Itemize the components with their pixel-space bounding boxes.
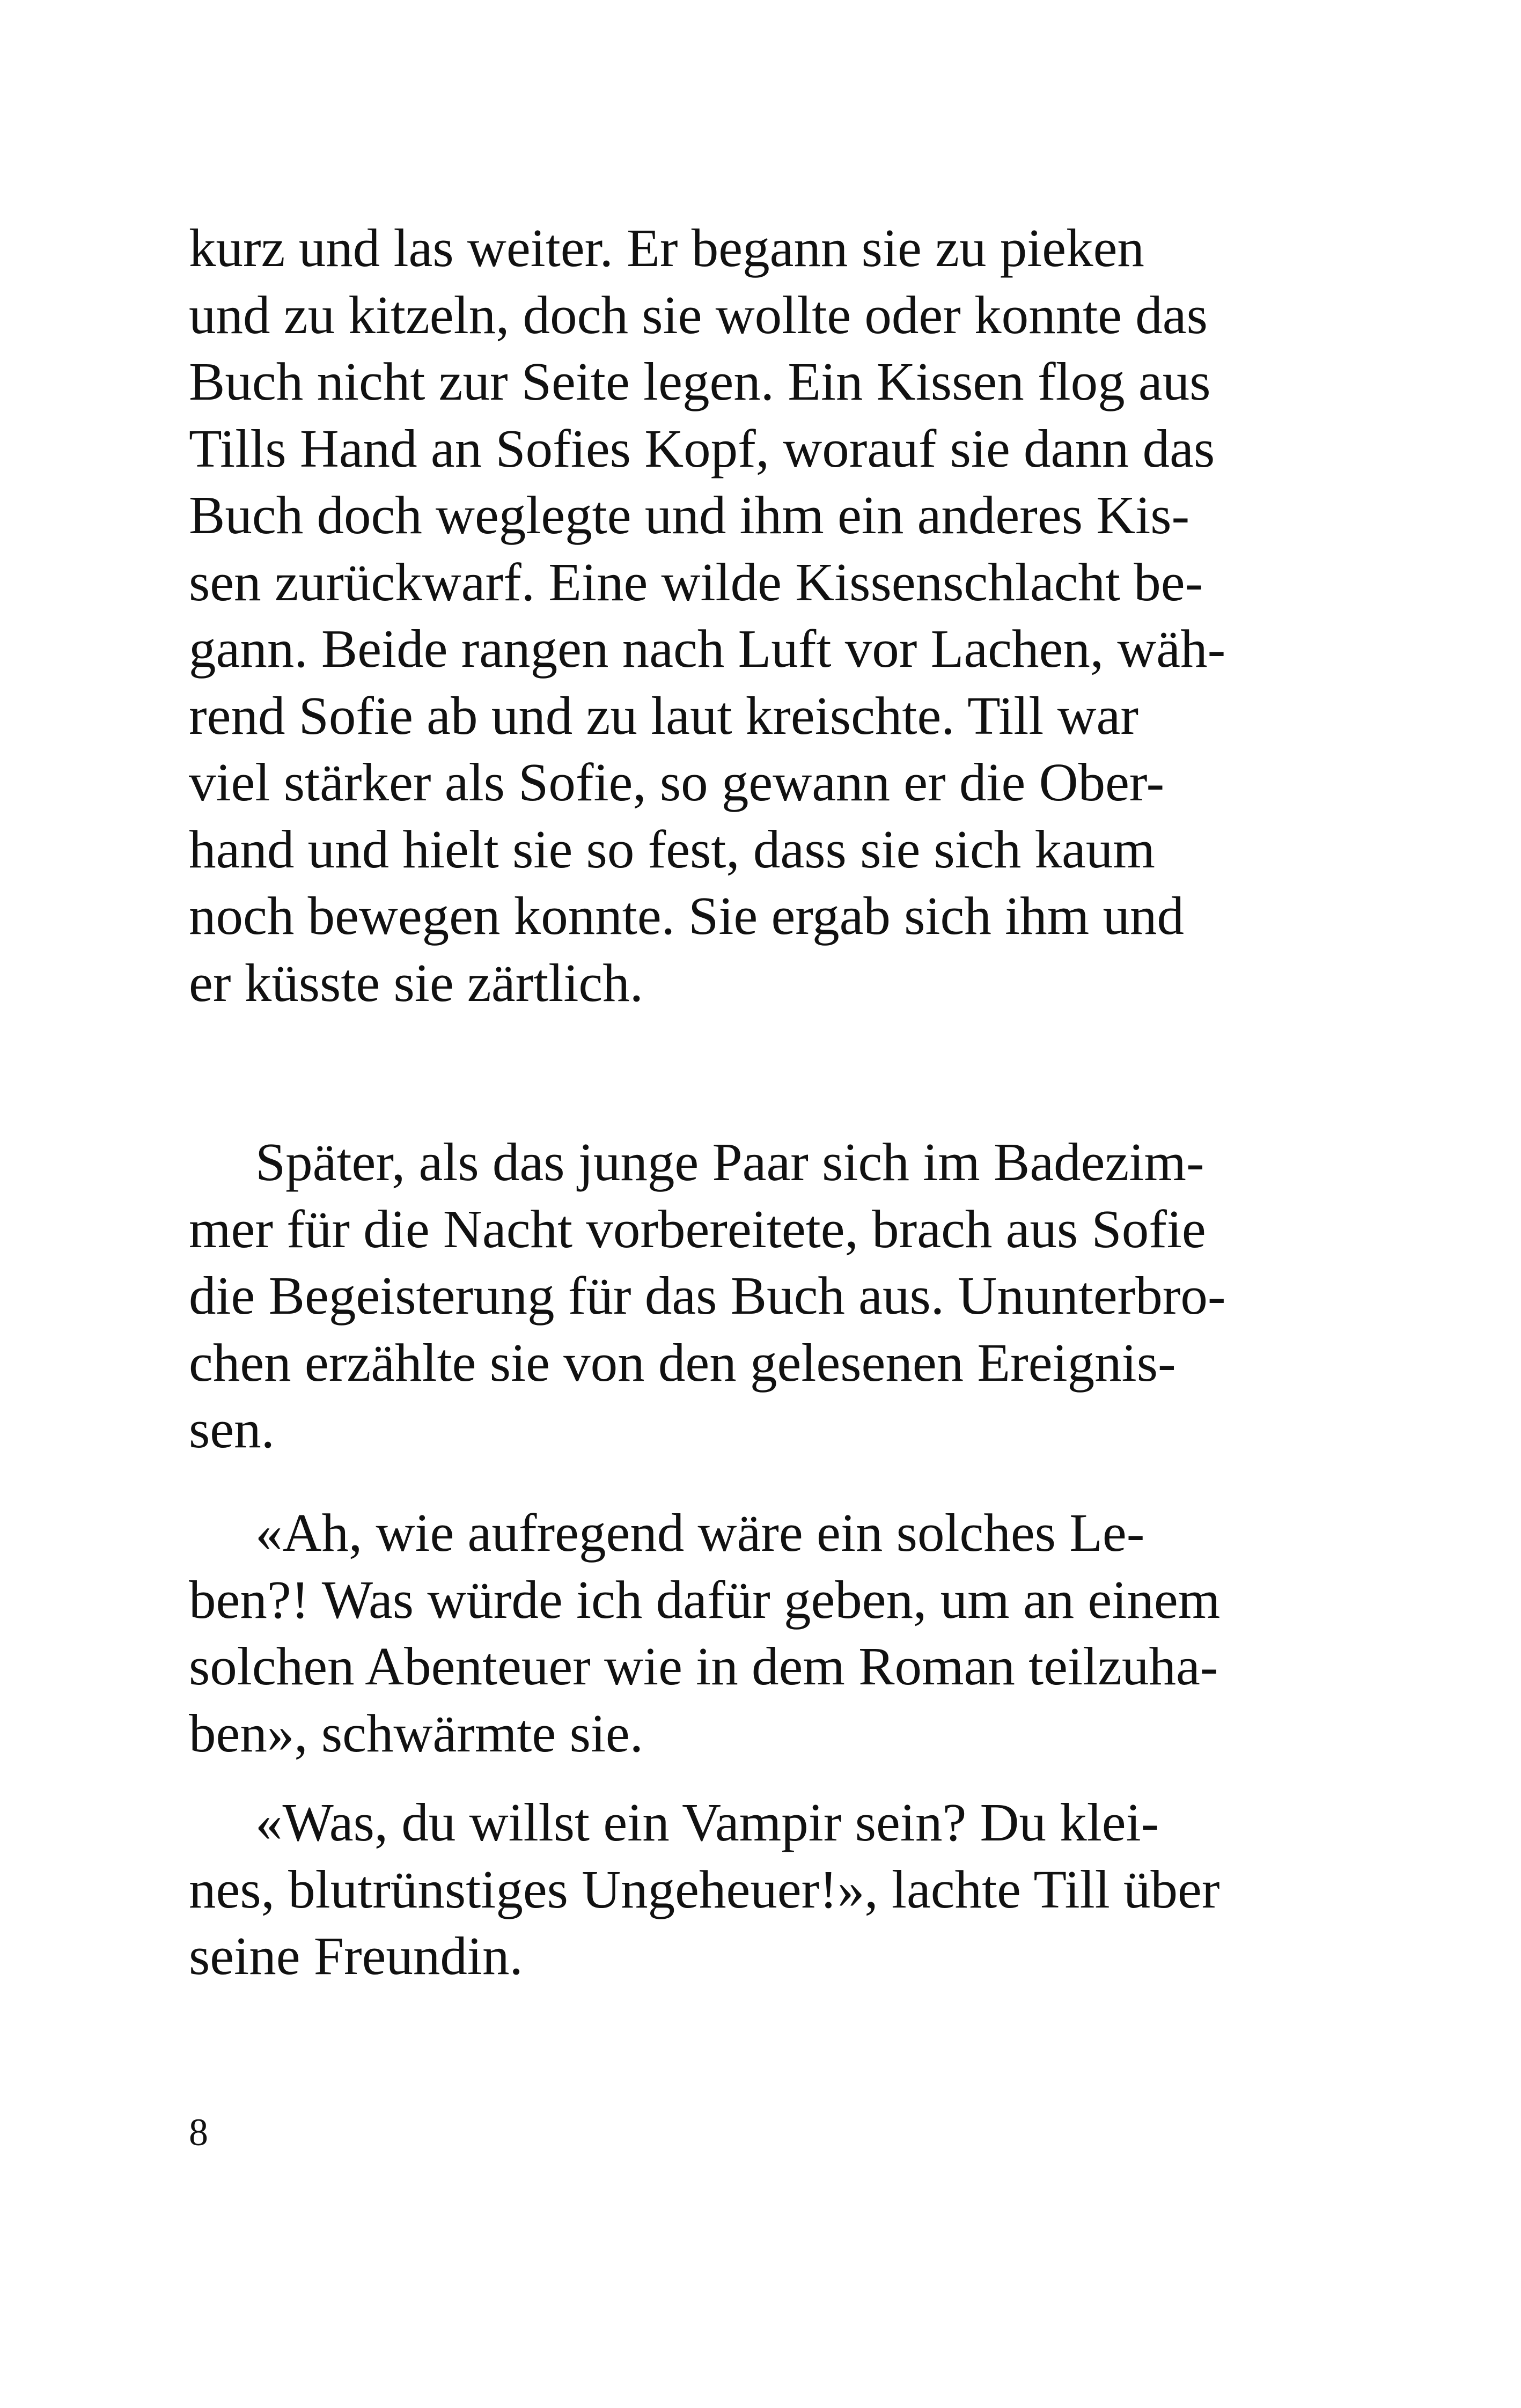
text-line: solchen Abenteuer wie in dem Roman teilzuha- <box>189 1636 1218 1696</box>
text-line: Buch doch weglegte und ihm ein anderes Kis- <box>189 485 1190 545</box>
text-line: mer für die Nacht vorbereitete, brach aus Sofie <box>189 1198 1206 1259</box>
text-line: er küsste sie zärtlich. <box>189 952 643 1013</box>
text-line: chen erzählte sie von den gelesenen Ereignis- <box>189 1332 1176 1393</box>
text-line: und zu kitzeln, doch sie wollte oder konnte das <box>189 284 1208 345</box>
text-line: sen. <box>189 1399 275 1459</box>
text-line: kurz und las weiter. Er begann sie zu pieken <box>189 218 1144 278</box>
text-line: «Was, du willst ein Vampir sein? Du klei- <box>255 1792 1159 1852</box>
paragraph-bathroom <box>189 1129 1294 1463</box>
text-line: viel stärker als Sofie, so gewann er die Ober- <box>189 752 1165 812</box>
paragraph-continuation <box>189 215 1294 1016</box>
text-line: Tills Hand an Sofies Kopf, worauf sie dann das <box>189 418 1215 478</box>
text-line: die Begeisterung für das Buch aus. Ununterbro- <box>189 1265 1226 1325</box>
text-line: Buch nicht zur Seite legen. Ein Kissen flog aus <box>189 351 1211 411</box>
text-line: «Ah, wie aufregend wäre ein solches Le- <box>255 1503 1145 1563</box>
text-line: ben?! Was würde ich dafür geben, um an einem <box>189 1569 1221 1630</box>
text-line: hand und hielt sie so fest, dass sie sich kaum <box>189 819 1155 879</box>
text-line: ben», schwärmte sie. <box>189 1703 644 1763</box>
text-line: noch bewegen konnte. Sie ergab sich ihm und <box>189 886 1184 946</box>
text-line: nes, blutrünstiges Ungeheuer!», lachte Till über <box>189 1859 1220 1919</box>
text-line: sen zurückwarf. Eine wilde Kissenschlacht be- <box>189 551 1203 612</box>
paragraph-sofie-quote <box>189 1499 1294 1766</box>
text-line: Später, als das junge Paar sich im Badezim- <box>255 1132 1204 1192</box>
text-line: rend Sofie ab und zu laut kreischte. Till war <box>189 685 1138 746</box>
paragraph-till-quote <box>189 1789 1294 1990</box>
text-line: seine Freundin. <box>189 1926 523 1986</box>
page-number: 8 <box>189 2111 208 2154</box>
text-line: gann. Beide rangen nach Luft vor Lachen, wäh- <box>189 618 1226 679</box>
